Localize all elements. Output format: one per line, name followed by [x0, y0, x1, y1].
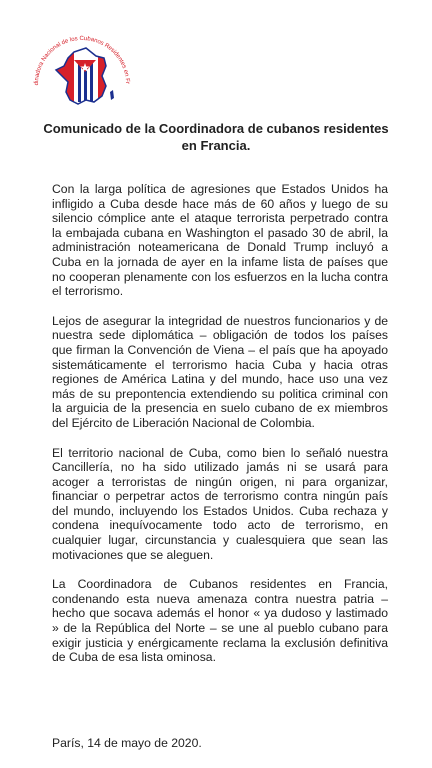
document-title: Comunicado de la Coordinadora de cubanos residentes en Francia. [43, 121, 389, 153]
paragraph-2: Lejos de asegurar la integridad de nuestros funcionarios y de nuestra sede diplomática – obligación de todos los países que firman la Convención de Viena – el país que ha apoyado sistemáticamente el terrorismo hacia Cuba y hacia otras regiones de América Latina y del mundo, hace uso una vez más de su prepontencia extendiendo su politica criminal con la arguicia de la presencia en suelo cubano de ex miembros del Ejército de Liberación Nacional de Colombia. [52, 313, 388, 430]
paragraph-4: La Coordinadora de Cubanos residentes en Francia, condenando esta nueva amenaza contra nuestra patria – hecho que socava además el honor « ya dudoso y lastimado » de la República del Norte – se une al pueblo cubano para exigir justicia y enérgicamente reclama la exclusión definitiva de Cuba de esa lista ominosa. [52, 577, 388, 665]
logo-arc-textpath: dinadora Nacional de los Cubanos Residentes en Fr [33, 35, 131, 86]
document-body [52, 182, 388, 680]
date-signoff: París, 14 de mayo de 2020. [52, 736, 202, 750]
corsica-shape [110, 90, 114, 100]
france-map-cuban-flag-logo [30, 26, 134, 130]
paragraph-1: Con la larga política de agresiones que Estados Unidos ha infligido a Cuba desde hace más de 60 años y luego de su silencio cómplice ante el ataque terrorista perpetrado contra la embajada cubana en Washington el pasado 30 de abril, la administración noteamericana de Donald Trump incluyó a Cuba en la jornada de ayer en la infame lista de países que no cooperan plenamente con los esfuerzos en la lucha contra el terrorismo. [52, 182, 388, 299]
organization-logo [30, 26, 134, 130]
paragraph-3: El territorio nacional de Cuba, como bien lo señaló nuestra Cancillería, no ha sido utilizado jamás ni se usará para acoger a terroristas de ningún origen, ni para organizar, financiar o perpetrar actos de terrorismo contra ningún país del mundo, incluyendo los Estados Unidos. Cuba rechaza y condena inequívocamente todo acto de terrorismo, en cualquier lugar, circunstancia y cualesquiera que sean las motivaciones que se aleguen. [52, 445, 388, 562]
